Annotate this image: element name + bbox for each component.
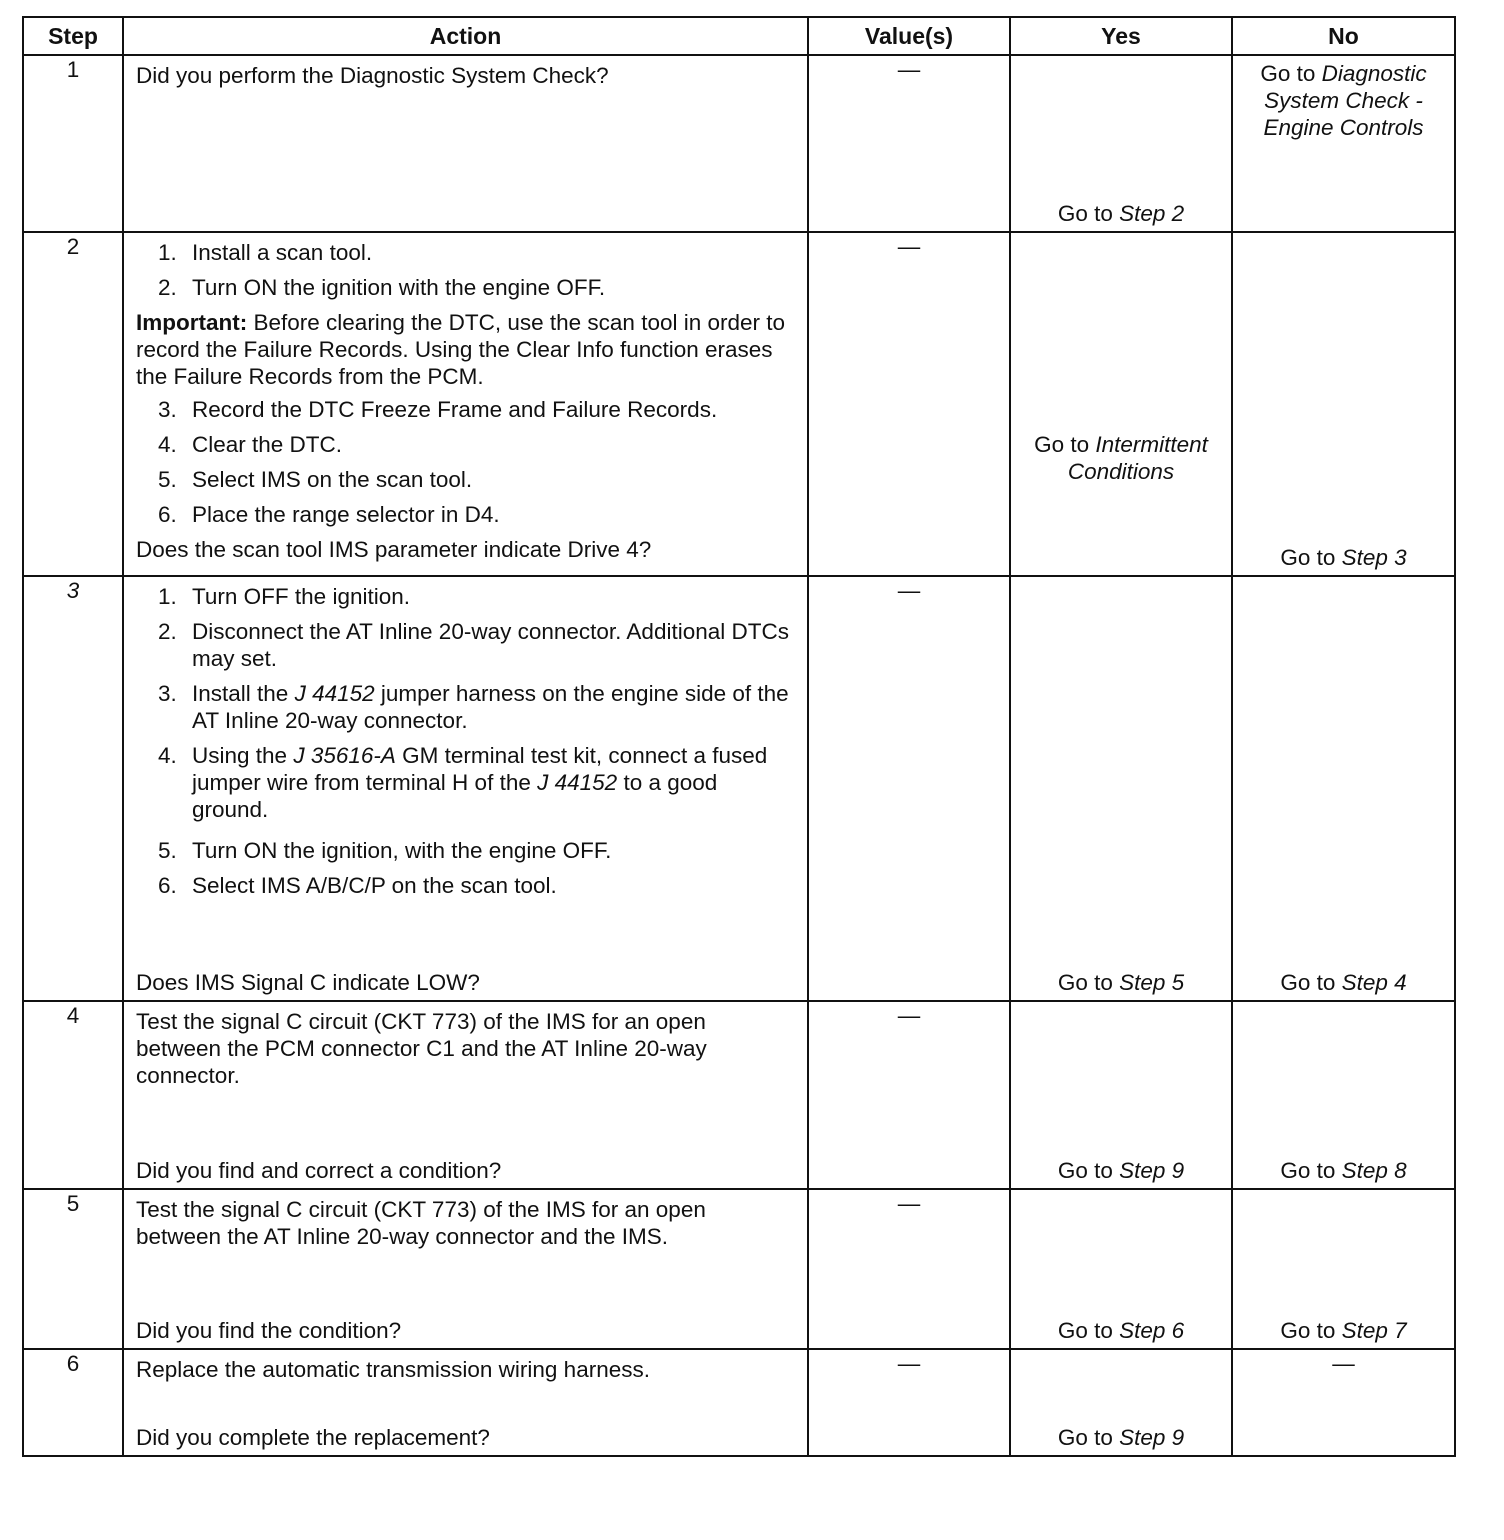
yes-link: Go to Step 2 — [1057, 201, 1185, 226]
table-row — [23, 55, 1455, 232]
yes-cell — [1010, 576, 1232, 1001]
no-cell: — — [1232, 1349, 1455, 1456]
action-question: Did you find and correct a condition? — [136, 1158, 502, 1183]
action-cell — [123, 576, 808, 1001]
yes-link: Go to Step 5 — [1057, 970, 1185, 995]
no-link: Go to Diagnostic System Check - Engine Controls — [1260, 61, 1427, 140]
list-item: 1. Install a scan tool. — [158, 240, 373, 265]
yes-cell — [1010, 1001, 1232, 1189]
action-cell — [123, 1349, 808, 1456]
action-cell — [123, 232, 808, 576]
yes-cell — [1010, 55, 1232, 232]
list-item: 6. Select IMS A/B/C/P on the scan tool. — [158, 873, 557, 898]
action-question: Did you find the condition? — [136, 1318, 402, 1343]
no-link: Go to Step 4 — [1280, 970, 1407, 995]
value-cell: — — [808, 1001, 1010, 1189]
table-row — [23, 1001, 1455, 1189]
action-text: Test the signal C circuit (CKT 773) of the IMS for an open between the AT Inline 20-way connector and the IMS. — [136, 1197, 706, 1249]
header-row — [23, 17, 1455, 55]
list-item: 4. Clear the DTC. — [158, 432, 343, 457]
table-row — [23, 1349, 1455, 1456]
no-cell — [1232, 1001, 1455, 1189]
action-cell — [123, 1001, 808, 1189]
value-cell: — — [808, 1349, 1010, 1456]
list-item: 2. Disconnect the AT Inline 20-way connector. Additional DTCs may set. — [158, 619, 789, 671]
action-question: Did you complete the replacement? — [136, 1425, 490, 1450]
no-cell — [1232, 576, 1455, 1001]
yes-link: Go to Intermittent Conditions — [1034, 432, 1208, 484]
header-step: Step — [23, 17, 123, 55]
yes-cell — [1010, 1349, 1232, 1456]
yes-link: Go to Step 9 — [1057, 1425, 1185, 1450]
header-no: No — [1232, 17, 1455, 55]
table-row — [23, 232, 1455, 576]
action-cell — [123, 55, 808, 232]
list-item: 3. Install the J 44152 jumper harness on the engine side of the AT Inline 20-way connector. — [158, 681, 789, 733]
action-text: Replace the automatic transmission wiring harness. — [136, 1357, 650, 1382]
diagnostic-table — [22, 16, 1456, 1457]
list-item: 5. Turn ON the ignition, with the engine OFF. — [158, 838, 612, 863]
yes-cell — [1010, 232, 1232, 576]
yes-cell — [1010, 1189, 1232, 1349]
step-number: 1 — [23, 55, 123, 232]
no-cell — [1232, 1189, 1455, 1349]
step-number: 2 — [23, 232, 123, 576]
action-cell — [123, 1189, 808, 1349]
value-cell: — — [808, 232, 1010, 576]
list-item: 3. Record the DTC Freeze Frame and Failure Records. — [158, 397, 718, 422]
no-link: Go to Step 3 — [1280, 545, 1407, 570]
value-cell: — — [808, 55, 1010, 232]
list-item: 5. Select IMS on the scan tool. — [158, 467, 473, 492]
action-question: Does IMS Signal C indicate LOW? — [136, 970, 480, 995]
table-row — [23, 1189, 1455, 1349]
list-item: 2. Turn ON the ignition with the engine OFF. — [158, 275, 606, 300]
action-question: Does the scan tool IMS parameter indicate Drive 4? — [136, 537, 652, 562]
important-note: Important: Before clearing the DTC, use the scan tool in order to record the Failure Records. Using the Clear Info function erases the Failure Records from the PCM. — [136, 310, 786, 389]
no-link: Go to Step 7 — [1280, 1318, 1407, 1343]
no-cell — [1232, 55, 1455, 232]
no-cell — [1232, 232, 1455, 576]
step-number: 3 — [23, 576, 123, 1001]
list-item: 1. Turn OFF the ignition. — [158, 584, 411, 609]
yes-link: Go to Step 6 — [1057, 1318, 1185, 1343]
value-cell: — — [808, 576, 1010, 1001]
no-link: Go to Step 8 — [1280, 1158, 1407, 1183]
yes-link: Go to Step 9 — [1057, 1158, 1185, 1183]
step-number: 5 — [23, 1189, 123, 1349]
header-action: Action — [123, 17, 808, 55]
list-item: 6. Place the range selector in D4. — [158, 502, 500, 527]
table-row — [23, 576, 1455, 1001]
action-text: Test the signal C circuit (CKT 773) of the IMS for an open between the PCM connector C1 and the AT Inline 20-way connector. — [136, 1009, 707, 1088]
value-cell: — — [808, 1189, 1010, 1349]
step-number: 4 — [23, 1001, 123, 1189]
header-values: Value(s) — [808, 17, 1010, 55]
header-yes: Yes — [1010, 17, 1232, 55]
action-text: Did you perform the Diagnostic System Check? — [136, 63, 609, 88]
step-number: 6 — [23, 1349, 123, 1456]
list-item: 4. Using the J 35616-A GM terminal test kit, connect a fused jumper wire from terminal H of the J 44152 to a good ground. — [158, 743, 768, 822]
